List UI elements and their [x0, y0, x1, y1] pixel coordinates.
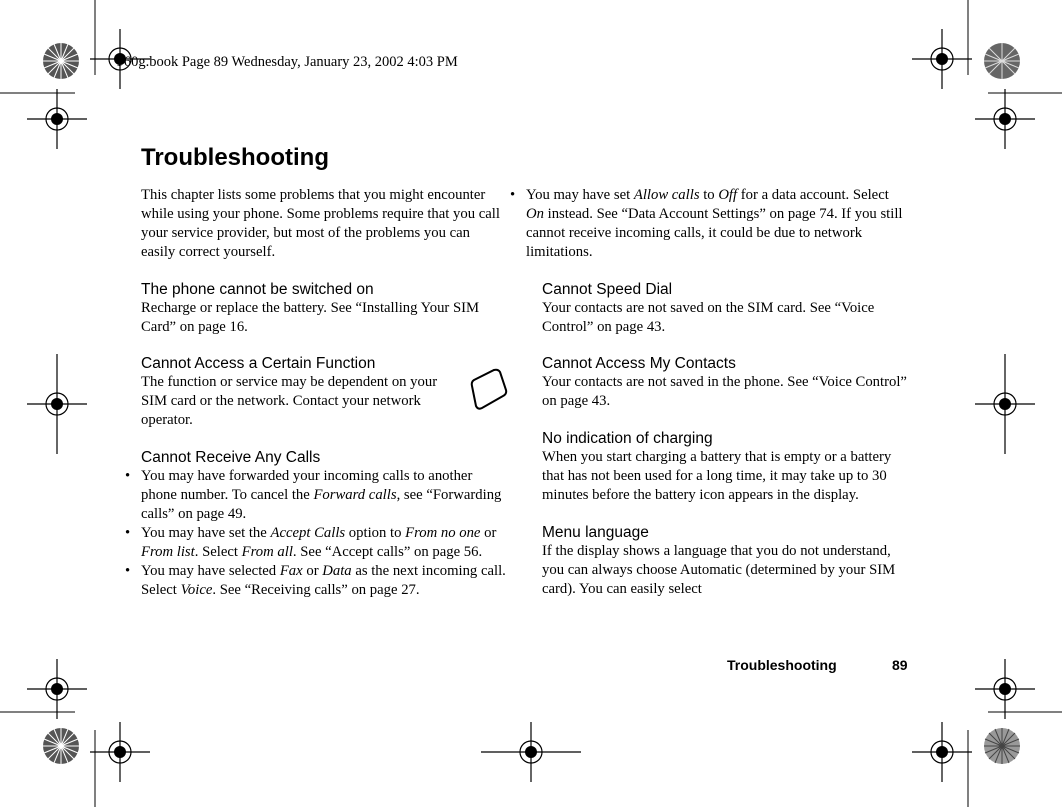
section-certain-function: [141, 355, 507, 430]
registration-mark-icon: [975, 659, 1035, 719]
section-body: When you start charging a battery that is empty or a battery that has not been used for a long time, it may take up to 30 minutes before the battery icon appears in the display.: [542, 449, 892, 504]
bullet-list: [526, 186, 910, 262]
section-heading: Cannot Receive Any Calls: [141, 449, 321, 467]
color-bar-icon: [41, 726, 81, 766]
registration-mark-icon: [912, 29, 972, 89]
section-heading: Menu language: [542, 523, 649, 541]
bullet-list: [141, 467, 507, 599]
section-body: Your contacts are not saved in the phone. See “Voice Control” on page 43.: [542, 374, 907, 410]
section-body: The function or service may be dependent on your SIM card or the network. Contact your network operator.: [141, 374, 438, 429]
section-body: Recharge or replace the battery. See “Installing Your SIM Card” on page 16.: [141, 299, 480, 335]
section-receive-calls: [141, 449, 507, 599]
registration-mark-icon: [27, 354, 87, 454]
section-heading: Cannot Access a Certain Function: [141, 355, 376, 373]
section-heading: Cannot Access My Contacts: [542, 355, 736, 373]
section-heading: No indication of charging: [542, 430, 713, 448]
left-column: [141, 186, 507, 600]
section-speed-dial: [526, 281, 910, 337]
registration-mark-icon: [27, 89, 87, 149]
section-charging: [526, 430, 910, 505]
section-heading: The phone cannot be switched on: [141, 280, 374, 298]
registration-mark-icon: [912, 722, 972, 782]
registration-mark-icon: [90, 722, 150, 782]
color-bar-icon: [982, 726, 1022, 766]
list-item: • You may have set the Accept Calls option to From no one or From list. Select From all. See “Accept calls” on page 56.: [141, 524, 507, 562]
page-title: Troubleshooting: [141, 144, 329, 171]
section-body: Your contacts are not saved on the SIM card. See “Voice Control” on page 43.: [542, 299, 875, 335]
print-header-stamp: T60g.book Page 89 Wednesday, January 23, 2002 4:03 PM: [115, 54, 458, 70]
intro-paragraph: This chapter lists some problems that you might encounter while using your phone. Some problems require that you call your service provider, but most of the problems you can easily correct yourself.: [141, 187, 500, 260]
registration-mark-icon: [27, 659, 87, 719]
footer-section-title: Troubleshooting: [727, 657, 837, 673]
right-column: [526, 186, 910, 599]
list-item: • You may have forwarded your incoming calls to another phone number. To cancel the Forward calls, see “Forwarding calls” on page 49.: [141, 467, 507, 524]
section-my-contacts: [526, 355, 910, 411]
color-bar-icon: [982, 41, 1022, 81]
color-bar-icon: [41, 41, 81, 81]
list-item: • You may have set Allow calls to Off for a data account. Select On instead. See “Data Account Settings” on page 74. If you still cannot receive incoming calls, it could be due to network limitations.: [526, 186, 910, 262]
section-switched-on: [141, 281, 507, 337]
registration-mark-icon: [481, 722, 581, 782]
footer-page-number: 89: [892, 657, 908, 673]
section-heading: Cannot Speed Dial: [542, 280, 673, 298]
registration-mark-icon: [975, 89, 1035, 149]
section-body: If the display shows a language that you do not understand, you can always choose Automatic (determined by your SIM card). You can easily select: [542, 542, 896, 597]
sim-card-icon: [470, 368, 508, 412]
registration-mark-icon: [975, 354, 1035, 454]
list-item: • You may have selected Fax or Data as the next incoming call. Select Voice. See “Receiving calls” on page 27.: [141, 562, 507, 600]
section-menu-language: [526, 524, 910, 599]
